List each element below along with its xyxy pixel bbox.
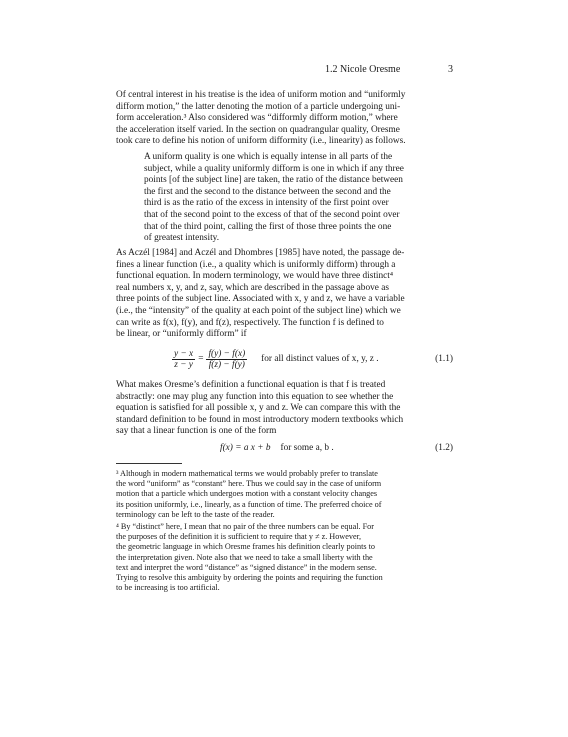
footnote-line: to be increasing is too artificial. [116, 583, 220, 593]
text-line: be linear, or “uniformly difform” if [116, 329, 247, 340]
quote-line: that of the third point, calling the first of those three points the one [144, 221, 392, 232]
text-line: say that a linear function is one of the form [116, 426, 277, 437]
text-line: the acceleration itself varied. In the section on quadrangular quality, Oresme [116, 124, 400, 135]
text-line: functional equation. In modern terminology, we would have three distinct⁴ [116, 271, 394, 282]
eq1-lhs-denominator: z − y [174, 359, 193, 370]
header-page-number: 3 [448, 64, 453, 75]
header-section-title: 1.2 Nicole Oresme [325, 64, 401, 75]
text-line: three points of the subject line. Associated with x, y and z, we have a variable [116, 294, 405, 305]
text-line: difform motion,” the latter denoting the motion of a particle undergoing uni- [116, 101, 401, 112]
footnote-line: Trying to resolve this ambiguity by ordering the points and requiring the function [116, 573, 383, 583]
quote-line: subject, while a quality uniformly difform is one in which if any three [144, 163, 404, 174]
quote-line: the first and the second to the distance between the second and the [144, 186, 391, 197]
running-header [325, 64, 453, 75]
footnote-line: the word “uniform” as “constant” here. Thus we could say in the case of uniform [116, 479, 382, 489]
eq1-rhs-numerator: f(y) − f(x) [208, 348, 246, 359]
text-line: As Aczél [1984] and Aczél and Dhombres [1985] have noted, the passage de- [116, 248, 405, 258]
quote-line: third is as the ratio of the excess in intensity of the first point over [144, 198, 389, 209]
text-line: fines a linear function (i.e., a quality which is uniformly difform) through a [116, 259, 396, 270]
text-line: What makes Oresme’s definition a functional equation is that f is treated [116, 380, 386, 390]
eq1-condition: for all distinct values of x, y, z . [261, 354, 379, 364]
text-line: can write as f(x), f(y), and f(z), respectively. The function f is defined to [116, 317, 384, 328]
footnote-line: the purposes of the definition it is sufficient to require that y ≠ z. However, [116, 532, 362, 542]
equation-1-1 [116, 346, 453, 372]
eq1-rhs-denominator: f(z) − f(y) [208, 359, 245, 370]
paragraph-uniform-motion [116, 90, 453, 148]
paragraph-functional-equation [116, 248, 453, 341]
text-line: abstractly: one may plug any function into this equation to see whether the [116, 391, 394, 402]
footnote-line: the geometric language in which Oresme frames his definition clearly points to [116, 542, 375, 552]
eq1-equals-sign: = [198, 354, 204, 364]
block-quote-oresme [144, 152, 443, 245]
footnote-rule [116, 463, 182, 464]
equation-1-2 [116, 441, 453, 455]
eq2-expression: f(x) = a x + b [220, 443, 271, 453]
quote-line: of greatest intensity. [144, 233, 220, 244]
footnote-line: text and interpret the word “distance” as “signed distance” in the modern sense. [116, 562, 377, 572]
footnote-line: motion that a particle which undergoes motion with a constant velocity changes [116, 489, 378, 499]
eq1-rhs-fraction [206, 349, 247, 370]
text-line: (i.e., the “intensity” of the quality at each point of the subject line) which we [116, 305, 401, 316]
eq2-condition: for some a, b . [280, 443, 334, 453]
eq1-lhs-numerator: y − x [174, 348, 194, 359]
text-line: real numbers x, y, and z, say, which are described in the passage above as [116, 282, 389, 293]
footnote-line: ³ Although in modern mathematical terms we would probably prefer to translate [116, 469, 378, 478]
eq1-number: (1.1) [435, 354, 453, 364]
eq2-number: (1.2) [435, 443, 453, 453]
footnote-line: ⁴ By “distinct” here, I mean that no pair of the three numbers can be equal. For [116, 522, 374, 531]
footnote-line: terminology can be left to the taste of the reader. [116, 509, 275, 519]
footnote-3 [116, 469, 453, 520]
text-line: form acceleration.³ Also considered was “difformly difform motion,” where [116, 113, 398, 124]
footnote-line: the interpretation given. Note also that we need to take a small liberty with the [116, 552, 373, 562]
quote-line: points [of the subject line] are taken, the ratio of the distance between [144, 175, 403, 186]
eq1-lhs-fraction [172, 349, 195, 370]
text-line: standard definition to be found in most introductory modern textbooks which [116, 414, 404, 425]
text-line: Of central interest in his treatise is the idea of uniform motion and “uniformly [116, 90, 406, 100]
footnote-4 [116, 522, 453, 593]
quote-line: A uniform quality is one which is equally intense in all parts of the [144, 152, 393, 162]
footnote-line: its position uniformly, i.e., linearly, as a function of time. The preferred choice of [116, 499, 382, 509]
paragraph-oresme-definition [116, 380, 453, 438]
text-line: took care to define his notion of uniform difformity (i.e., linearity) as follows. [116, 136, 406, 147]
quote-line: that of the second point to the excess of that of the second point over [144, 209, 400, 220]
text-line: equation is satisfied for all possible x, y and z. We can compare this with the [116, 403, 401, 414]
